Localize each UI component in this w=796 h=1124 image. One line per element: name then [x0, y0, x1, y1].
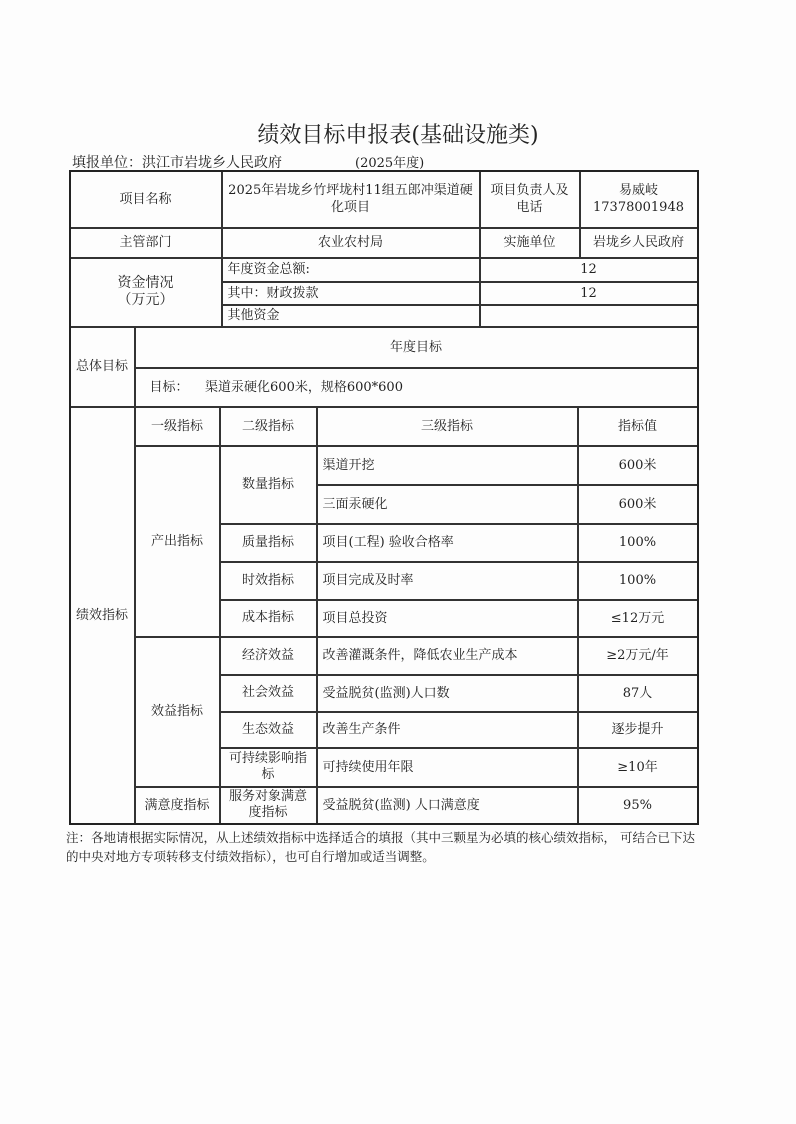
dept-label: 主管部门 — [70, 228, 222, 258]
level3-cell: 受益脱贫(监测) 人口满意度 — [317, 787, 578, 824]
funds-total: 12 — [480, 258, 698, 282]
report-year: (2025年度) — [355, 156, 425, 171]
annual-goal-target: 目标： 渠道汞硬化600米，规格600*600 — [135, 368, 698, 407]
owner-phone: 17378001948 — [593, 200, 684, 215]
value-cell: 600米 — [578, 446, 698, 485]
owner-cell — [580, 171, 698, 228]
funds-fiscal: 12 — [480, 282, 698, 305]
value-cell: ≤12万元 — [578, 600, 698, 637]
value-cell: ≥2万元/年 — [578, 637, 698, 675]
owner-name: 易威岐 — [618, 183, 658, 198]
footnote: 注：各地请根据实际情况，从上述绩效指标中选择适合的填报（其中三颗星为必填的核心绩效指标， 可结合已下达的中央对地方专项转移支付绩效指标），也可自行增加或适当调整。 — [66, 830, 695, 864]
level3-cell: 三面汞硬化 — [317, 485, 578, 524]
funds-other-label: 其他资金 — [222, 305, 480, 327]
value-cell: ≥10年 — [578, 748, 698, 787]
benefit-indicator: 效益指标 — [135, 637, 220, 787]
document-title: 绩效目标申报表(基础设施类) — [257, 123, 539, 148]
level2-cell: 服务对象满意度指标 — [220, 787, 317, 824]
header-level3: 三级指标 — [317, 407, 578, 446]
funds-total-label: 年度资金总额: — [222, 258, 480, 282]
value-cell: 95% — [578, 787, 698, 824]
header-level2: 二级指标 — [220, 407, 317, 446]
funds-other — [480, 305, 698, 327]
impl-label: 实施单位 — [480, 228, 580, 258]
level3-cell: 项目完成及时率 — [317, 562, 578, 600]
header-value: 指标值 — [578, 407, 698, 446]
level2-cell: 经济效益 — [220, 637, 317, 675]
annual-goal-label: 年度目标 — [135, 327, 698, 368]
value-cell: 100% — [578, 524, 698, 562]
level3-cell: 可持续使用年限 — [317, 748, 578, 787]
dept-value: 农业农村局 — [222, 228, 480, 258]
project-name: 2025年岩垅乡竹坪垅村11组五郎冲渠道硬化项目 — [222, 171, 480, 228]
level3-cell: 改善灌溉条件，降低农业生产成本 — [317, 637, 578, 675]
perf-label: 绩效指标 — [70, 407, 135, 824]
level2-cell: 可持续影响指标 — [220, 748, 317, 787]
level3-cell: 渠道开挖 — [317, 446, 578, 485]
value-cell: 87人 — [578, 675, 698, 712]
value-cell: 600米 — [578, 485, 698, 524]
level2-cell: 时效指标 — [220, 562, 317, 600]
level2-cell: 社会效益 — [220, 675, 317, 712]
level2-cell: 生态效益 — [220, 712, 317, 748]
owner-label: 项目负责人及电话 — [480, 171, 580, 228]
level2-cell: 质量指标 — [220, 524, 317, 562]
level2-cell: 成本指标 — [220, 600, 317, 637]
level3-cell: 受益脱贫(监测)人口数 — [317, 675, 578, 712]
output-indicator: 产出指标 — [135, 446, 220, 637]
funds-fiscal-label: 其中：财政拨款 — [222, 282, 480, 305]
project-name-label: 项目名称 — [70, 171, 222, 228]
level3-cell: 改善生产条件 — [317, 712, 578, 748]
impl-value: 岩垅乡人民政府 — [580, 228, 698, 258]
level3-cell: 项目总投资 — [317, 600, 578, 637]
level3-cell: 项目(工程) 验收合格率 — [317, 524, 578, 562]
header-level1: 一级指标 — [135, 407, 220, 446]
reporting-unit: 填报单位：洪江市岩垅乡人民政府 — [72, 155, 282, 171]
value-cell: 100% — [578, 562, 698, 600]
funds-label: 资金情况（万元） — [70, 258, 222, 327]
satisfaction-indicator: 满意度指标 — [135, 787, 220, 824]
value-cell: 逐步提升 — [578, 712, 698, 748]
level2-cell: 数量指标 — [220, 446, 317, 524]
goal-label: 总体目标 — [70, 327, 135, 407]
